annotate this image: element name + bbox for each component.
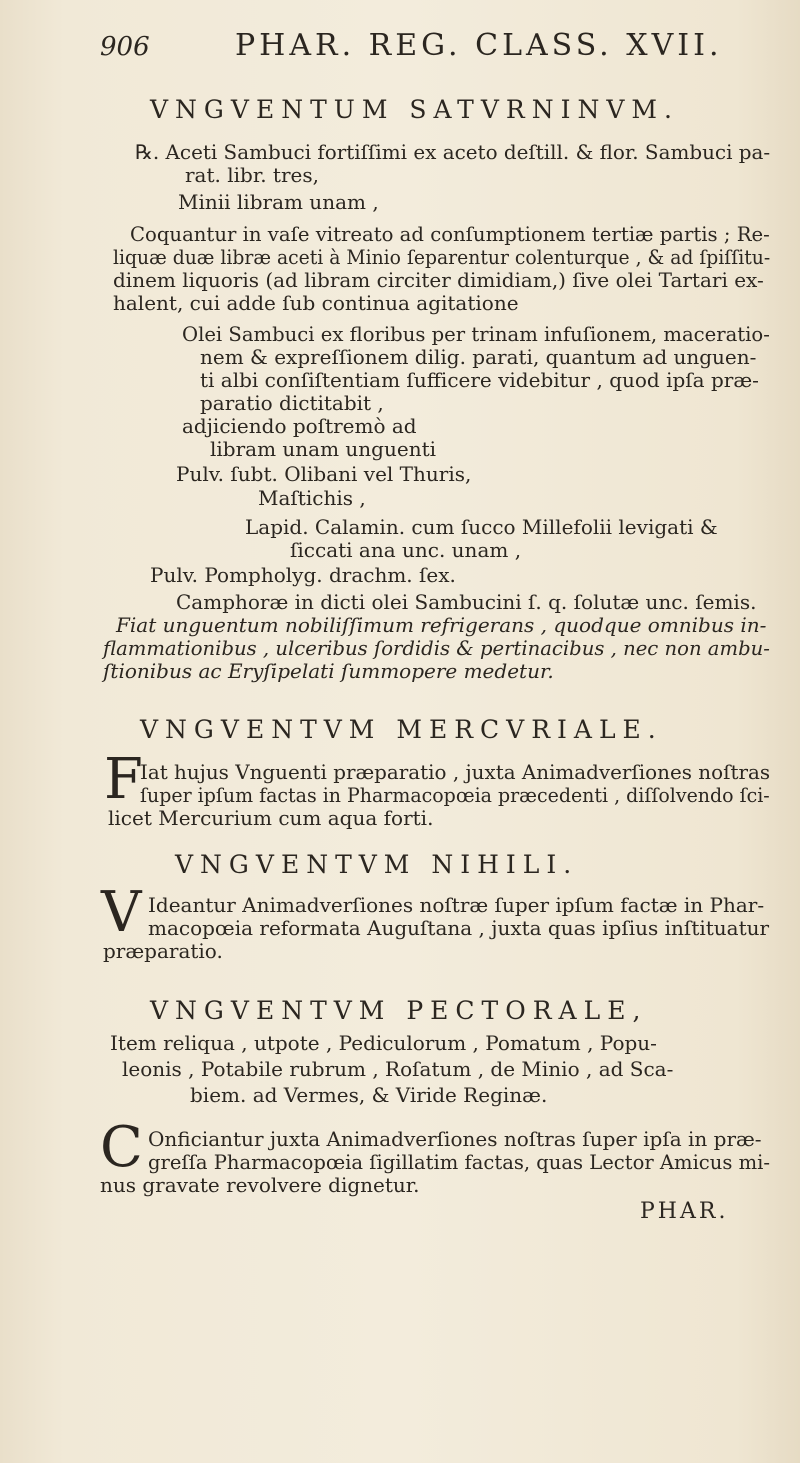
drop-capital: F (104, 747, 143, 812)
page-number: 906 (100, 32, 150, 62)
text-line: ſuper ipſum factas in Pharmacopœia præcedenti , diſſolvendo ſci- (140, 783, 770, 807)
text-line: leonis , Potabile rubrum , Roſatum , de Minio , ad Sca- (122, 1057, 674, 1081)
text-line: paratio dictitabit , (200, 391, 384, 415)
text-line: Coquantur in vaſe vitreato ad conſumptionem tertiæ partis ; Re- (130, 222, 770, 246)
text-line: macopœia reformata Auguſtana , juxta quas ipſius inſtituatur (148, 916, 770, 940)
running-head (100, 24, 760, 74)
text-line: dinem liquoris (ad libram circiter dimidiam,) ſive olei Tartari ex- (113, 268, 764, 292)
text-line: Iat hujus Vnguenti præparatio , juxta Animadverſiones noſtras (140, 760, 771, 784)
text-line: nem & expreſſionem dilig. parati, quantum ad unguen- (200, 345, 757, 369)
text-line: ℞. Aceti Sambuci fortiſſimi ex aceto deſtill. & flor. Sambuci pa- (135, 140, 771, 164)
section-title-saturninum: VNGVENTUM SATVRNINVM. (150, 95, 679, 124)
text-line: Maſtichis , (258, 486, 366, 510)
running-title: PHAR. REG. CLASS. XVII. (235, 28, 723, 63)
text-line: Pulv. Pompholyg. drachm. ſex. (150, 563, 456, 587)
text-line: nus gravate revolvere dignetur. (100, 1173, 420, 1197)
text-line: licet Mercurium cum aqua forti. (108, 806, 434, 830)
text-line: liquæ duæ libræ aceti à Minio ſeparentur colenturque , & ad ſpiſſitu- (113, 245, 771, 269)
text-line: rat. libr. tres, (185, 163, 319, 187)
catchword: PHAR. (640, 1199, 729, 1224)
text-line: biem. ad Vermes, & Viride Reginæ. (190, 1083, 548, 1107)
text-line: greſſa Pharmacopœia ſigillatim factas, quas Lector Amicus mi- (148, 1150, 770, 1174)
text-line: libram unam unguenti (210, 437, 437, 461)
text-line: Fiat unguentum nobiliſſimum refrigerans , quodque omnibus in- (116, 613, 767, 637)
section-title-mercuriale: VNGVENTVM MERCVRIALE. (140, 715, 663, 744)
text-line: flammationibus , ulceribus ſordidis & pertinacibus , nec non ambu- (103, 636, 770, 660)
text-line: Ideantur Animadverſiones noſtræ ſuper ipſum factæ in Phar- (148, 893, 765, 917)
text-line: Pulv. ſubt. Olibani vel Thuris, (176, 462, 472, 486)
text-line: halent, cui adde ſub continua agitatione (113, 291, 519, 315)
text-line: ſiccati ana unc. unam , (290, 538, 522, 562)
section-title-pectorale: VNGVENTVM PECTORALE, (150, 996, 648, 1025)
text-line: ſtionibus ac Eryſipelati ſummopere medetur. (103, 659, 554, 683)
text-line: præparatio. (103, 939, 223, 963)
text-line: Camphoræ in dicti olei Sambucini ſ. q. ſolutæ unc. ſemis. (176, 590, 757, 614)
text-line: Item reliqua , utpote , Pediculorum , Pomatum , Popu- (110, 1031, 657, 1055)
text-line: Onficiantur juxta Animadverſiones noſtras ſuper ipſa in præ- (148, 1127, 762, 1151)
text-line: Olei Sambuci ex floribus per trinam infuſionem, maceratio- (182, 322, 770, 346)
drop-capital: V (101, 880, 142, 945)
text-line: Lapid. Calamin. cum ſucco Millefolii levigati & (245, 515, 718, 539)
text-line: Minii libram unam , (178, 190, 379, 214)
section-title-nihili: VNGVENTVM NIHILI. (175, 850, 579, 879)
drop-capital: C (100, 1115, 143, 1180)
text-line: adjiciendo poſtremò ad (182, 414, 417, 438)
text-line: ti albi conſiſtentiam ſufficere videbitur , quod ipſa præ- (200, 368, 759, 392)
